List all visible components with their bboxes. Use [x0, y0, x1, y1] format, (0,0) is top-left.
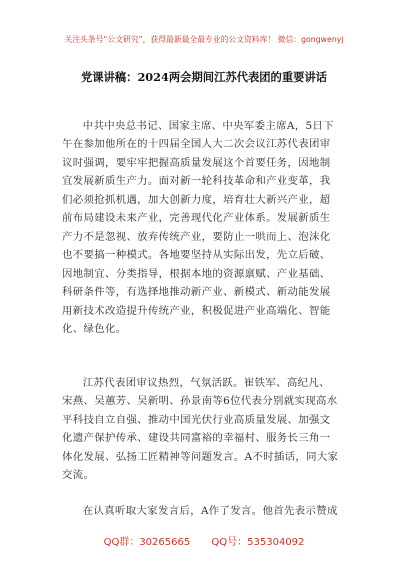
footer-contact: [0, 533, 408, 548]
header-banner: 关注头条号“公文研究”，获得最新最全最专业的公文资料库！ 微信：gongwenyj: [64, 35, 344, 44]
paragraph-1-line-3: 议时强调，要牢牢把握高质量发展这个首要任务，因地制: [62, 156, 331, 169]
paragraph-1-line-1: 中共中央总书记、国家主席、中央军委主席A，5日下: [82, 120, 334, 132]
paragraph-2: [62, 374, 346, 485]
paragraph-1-line-11: 用新技术改造提升传统产业，积极促进产业高端化、智能: [62, 304, 331, 317]
paragraph-3: [62, 502, 346, 520]
paragraph-2-line-5: 体化发展、弘扬工匠精神等问题发言。A不时插话，同大家: [62, 450, 339, 463]
paragraph-1-line-12: 化、绿色化。: [62, 322, 127, 335]
paragraph-1-line-8: 也不要搞一种模式。各地要坚持从实际出发，先立后破、: [62, 249, 331, 262]
paragraph-2-line-2: 宋燕、吴蕙芳、吴新明、孙景南等6位代表分别就实现高水: [62, 395, 338, 408]
paragraph-1-line-7: 产力不是忽视、放弃传统产业，要防止一哄而上、泡沫化: [62, 230, 331, 243]
paragraph-1-line-4: 宜发展新质生产力。面对新一轮科技革命和产业变革，我: [62, 175, 331, 188]
paragraph-1-line-9: 因地制宜、分类指导，根据本地的资源禀赋、产业基础、: [62, 267, 331, 280]
paragraph-2-line-3: 平科技自立自强、推动中国光伏行业高质量发展、加强文: [62, 413, 331, 426]
paragraph-2-line-4: 化遗产保护传承、建设共同富裕的幸福村、服务长三角一: [62, 432, 331, 445]
paragraph-1: [62, 117, 346, 338]
paragraph-2-line-6: 交流。: [62, 469, 95, 482]
footer-qq-group: QQ群：30265665: [103, 537, 191, 548]
paragraph-1-line-2: 午在参加他所在的十四届全国人大二次会议江苏代表团审: [62, 138, 331, 151]
paragraph-1-line-10: 科研条件等，有选择地推动新产业、新模式、新动能发展: [62, 286, 331, 299]
footer-qq-number: QQ号：535304092: [211, 537, 305, 548]
paragraph-1-line-6: 前布局建设未来产业，完善现代化产业体系。发展新质生: [62, 212, 331, 225]
document-title: 党课讲稿：2024两会期间江苏代表团的重要讲话: [80, 70, 328, 84]
paragraph-2-line-1: 江苏代表团审议热烈，气氛活跃。崔铁军、高纪凡、: [82, 377, 330, 389]
paragraph-3-line-1: 在认真听取大家发言后，A作了发言。他首先表示赞成: [82, 505, 338, 517]
paragraph-1-line-5: 们必须抢抓机遇，加大创新力度，培育壮大新兴产业，超: [62, 193, 331, 206]
